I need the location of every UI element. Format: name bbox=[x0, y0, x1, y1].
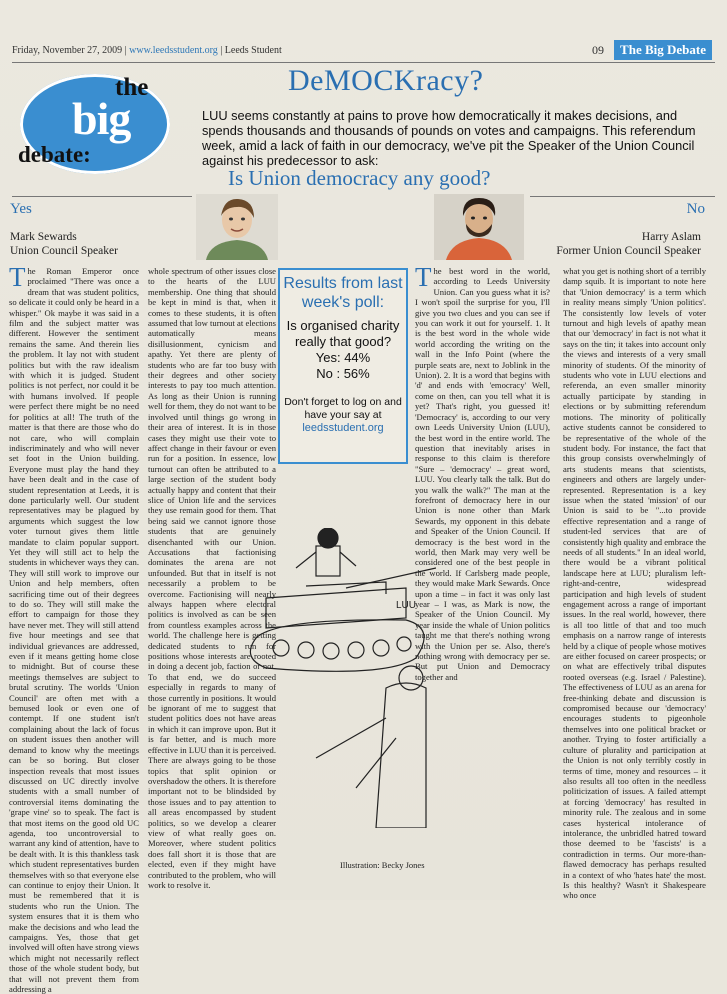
yes-label: Yes bbox=[10, 201, 32, 217]
no-label: No bbox=[686, 201, 705, 217]
debate-question: Is Union democracy any good? bbox=[228, 166, 491, 190]
column-1-text: he Roman Emperor once proclaimed "There was once a dream that was student politics, so delicate it could only be heard in a whisper." Ok maybe it was said in a film and the subject matter was different. However the sentiment remains the same. And therein lies the problem. It lay not with student politics but with the raw idealism with which it is judged. Student politics is not perfect, nor could it be with humans involved. If people were perfect there might be no need for politics at all! The truth of the matter is that there are those who do not care, who will complain indiscriminately and who will never set foot in the Union building. Everyone must play the hand they have been dealt and in the case of student representation at Leeds, it is done particularly well. Our student representatives may be plagued by arguments which suggest the low voter turnout gives them little mandate to claim popular support. Yet they will still act to help the students in whichever ways they can. They will still work to improve our Union and help members, often sacrificing time out of their degrees to do so. They will still make the effort to campaign for those they have never met. They will still attend five hour meetings and see that individual grievances are addressed, even if it means getting home close to midnight. But of course these meetings themselves are subject to brutal scrutiny. The worlds 'Union Council' are often met with a bemused look or even one of contempt. If one student isn't complaining about the lack of focus on student issues then another will demand to know why the meetings can be so boring. But closer inspection reveals that most issues discussed on UC directly involve students with a small number of controversial items dominating the 'grape vine' so to speak. The fact is that most items on the good old UC agenda, too uncontroversial to warrant any kind of attention, have to be dealt with. It is this thankless task which student representatives burden themselves with so that everyone else can continue to enjoy their Union. It must be remembered that it is students who run the Union. The system ensures that it is them who make the decisions and who lead the campaigns. Yes, those that get involved will often have strong views which might not necessarily reflect those of the whole student body, but that will not prevent them from addressing a bbox=[9, 266, 139, 994]
illustration-credit: Illustration: Becky Jones bbox=[340, 860, 425, 870]
badge-the: the bbox=[115, 74, 149, 101]
header-date: Friday, November 27, 2009 | bbox=[12, 45, 127, 56]
header-dateline bbox=[12, 45, 282, 56]
right-byline bbox=[556, 230, 701, 258]
column-3-text: he best word in the world, according to Leeds University Union. Can you guess what it is? I won't spoil the surprise for you, I'll give you two clues and you can see if you can work it out for yourself. 1. It is the best word in the whole wide world according the writing on the wall in the Info Point (where the purple seats are, next to Joblink in the Union). 2. It is a word that begins with 'd' and ends with 'emocracy' Well, come on then, can you tell what it is yet? That's right, you guessed it! 'Democracy' is, according to our very own Leeds University Union (LUU), the best word in the entire world. The question that inevitably arises in response to this claim is therefore "Sure – 'democracy' – great word, LUU. You clearly talk the talk. But do you walk the walk?" The man at the forefront of democracy here in our Union is none other than Mark Sewards, my opponent in this debate and Speaker of the Union Council. If democracy is the best word in the world, then Mark may very well be considered one of the best people in the world. If Carlsberg made people, they would make Mark Sewards. Once upon a time – in fact it was only last year – I was, as Mark is now, the Speaker of the Union Council. My year inside the whale of Union politics taught me that there's nothing wrong with the Union per se. Also, there's nothing wrong with democracy per se. But put Union and Democracy together and bbox=[415, 266, 550, 682]
headline: DeMOCKracy? bbox=[288, 64, 484, 97]
section-label: The Big Debate bbox=[614, 40, 712, 60]
article-column-1 bbox=[9, 262, 139, 994]
poll-question: Is organised charity really that good? bbox=[286, 318, 400, 349]
article-column-4 bbox=[563, 266, 706, 901]
tank-illustration bbox=[236, 528, 436, 828]
left-byline bbox=[10, 230, 118, 258]
dropcap-right: T bbox=[415, 262, 432, 292]
standfirst: LUU seems constantly at pains to prove how democratically it makes decisions, and spends thousands and thousands of pounds on votes and campaigns. This referendum week, amid a lack of faith in our democracy, we've pit the Speaker of the Union Council against his predecessor to ask: bbox=[202, 108, 696, 168]
right-author-photo bbox=[434, 194, 524, 260]
column-2-text: whole spectrum of other issues close to the hearts of the LUU membership. One thing that should be kept in mind is that, when it comes to these students, it is often assumed that low turnout at elections automatically means disillusionment, cynicism and apathy. Yet there are plenty of students who are far too busy with their degrees and other society interests to pay too much attention. As long as their Union is running well for them, they do not want to be involved until things go wrong in their area of interest. It is in those cases they might use their vote to affect change in their favour or even run for a position. In essence, low turnout can often be attributed to a large section of the student body actually happy and content that their slice of Union life and the services they use remain good for them. That being said we cannot ignore those students that are genuinely disenchanted with our Union. Accusations that factionising dominates the arena are not unfounded. But that in itself is not necessarily a problem to be overcome. Factionising will nearly always happen where electoral politics is involved as can be seen from countless examples across the world. The challenge here is getting dedicated students to run for positions whose interests are rooted in doing a decent job, faction or not. To that end, we do succeed especially in regards to many of those currently in positions. It would be ignorant of me to suggest that student politics does not have areas in which it can improve upon. But it is far better, and is much more effective in LUU than it is perceived. There are always going to be those topics that split opinion or overshadow the others. It is therefore important not to be blindsided by those issues and to pay attention to all areas encompassed by student politics, so we develop a clearer view of what really goes on. Moreover, where student politics does fall short it is those that are elected, even if they might have contributed to the problem, who will work to resolve it. bbox=[148, 266, 276, 890]
poll-yes-result: Yes: 44% bbox=[315, 350, 371, 365]
left-author-role: Union Council Speaker bbox=[10, 245, 118, 257]
column-4-text: what you get is nothing short of a terribly damp squib. It is important to note here that 'Union democracy' is a term which in reality means simply 'Union politics'. The consistently low levels of voter turnout and high levels of apathy mean that our 'democracy' in fact is not what it says on the tin; it takes into account only the views and interests of a very small minority of students. Of the minority of students who vote in LUU elections and referenda, an even smaller minority actually participate by standing in elections or by submitting referendum motions. The minority of politically active students cannot be considered to be representative of the whole of the student body. For instance, the fact that this group consists overwhelmingly of arts students means that scientists, engineers and others are largely under-represented. Representation is a key issue when the stated 'mission' of our Union is said to be "...to provide effective representation and a range of student-led services that are of consistently high quality and embrace the needs of all students." In an ideal world, there would be a vibrant political landscape here at LUU; pluralism left-right-and-centre, widespread participation and high levels of student engagement across a range of important issues. In the real world, however, there is all too little of that and too much emphasis on a narrow range of interests held by a clique of people whose motives are either focused on career prospects; or on what are effectively tribal disputes rooted overseas (e.g. Israel / Palestine). The effectiveness of LUU as an arena for free-thinking debate and discussion is compromised because our 'democracy' encourages students to pigeonhole themselves into one political bracket or another. Trying to foster artificially a culture of plurality and participation at the Union is not only terribly costly in terms of time, money and resources – it also results all too often in the needless politicization of issues. A failed attempt at forcing 'democracy' has resulted in minority rule. The zealous and in some cases hysterical intolerance of intolerance, the unbridled hatred toward those deemed to be 'fascists' is a contradiction in terms. Our more-than-flawed democracy has perhaps resulted in a context of who 'hates hate' the most. Is this healthy? Wasn't it Shakespeare who once bbox=[563, 266, 706, 901]
badge-big: big bbox=[72, 93, 131, 144]
poll-url[interactable]: leedsstudent.org bbox=[302, 422, 384, 434]
poll-title: Results from last week's poll: bbox=[283, 275, 403, 311]
poll-box bbox=[278, 268, 408, 464]
left-author-photo bbox=[196, 194, 278, 260]
right-author-role: Former Union Council Speaker bbox=[556, 245, 701, 257]
header-url[interactable]: www.leedsstudent.org bbox=[129, 45, 218, 56]
left-author-name: Mark Sewards bbox=[10, 231, 77, 243]
header-rule bbox=[12, 62, 715, 63]
page-header bbox=[12, 40, 712, 60]
article-column-3 bbox=[415, 262, 550, 682]
yes-rule bbox=[12, 196, 192, 197]
poll-footer: Don't forget to log on and have your say at bbox=[284, 396, 402, 421]
header-paper: | Leeds Student bbox=[220, 45, 282, 56]
tank-label: LUU bbox=[396, 600, 417, 611]
dropcap-left: T bbox=[9, 262, 26, 292]
no-rule bbox=[530, 196, 715, 197]
right-author-name: Harry Aslam bbox=[641, 231, 701, 243]
page-number: 09 bbox=[592, 43, 604, 57]
poll-no-result: No : 56% bbox=[316, 366, 370, 381]
big-debate-badge bbox=[20, 74, 170, 174]
badge-debate: debate: bbox=[18, 142, 91, 167]
